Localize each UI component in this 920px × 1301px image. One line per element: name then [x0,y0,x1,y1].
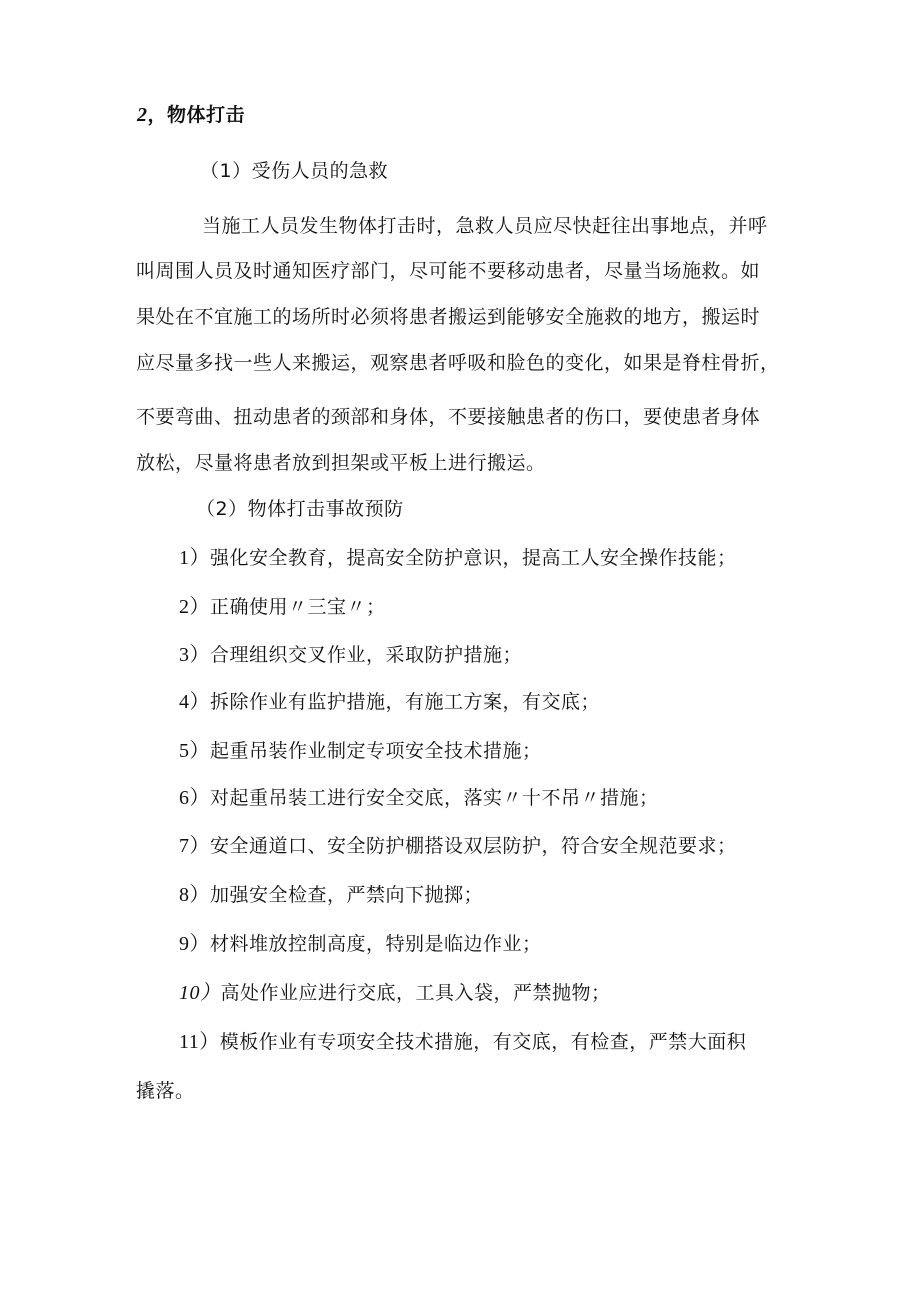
paragraph-line-1: 当施工人员发生物体打击时，急救人员应尽快赶往出事地点，并呼 [202,215,768,237]
list-item [179,643,522,667]
subheading-1-title: 受伤人员的急救 [251,160,389,182]
list-item [179,834,737,858]
list-item-number: 3） [179,644,210,666]
list-item-number: 2） [179,596,210,618]
list-item [179,883,483,907]
list-item-text: 安全通道口、安全防护棚搭设双层防护，符合安全规范要求； [210,835,737,857]
list-item-text: 强化安全教育，提高安全防护意识，提高工人安全操作技能； [210,547,737,569]
section-heading [137,103,245,127]
list-item-number: 7） [179,835,210,857]
subheading-1-label: （1） [200,160,252,182]
list-item-number: 5） [179,740,210,762]
list-item [179,690,600,714]
list-item-text: 正确使用〃三宝〃； [210,596,386,618]
subheading-2 [196,497,404,521]
section-separator: ， [147,104,168,126]
list-item-text: 材料堆放控制高度，特别是临边作业； [210,933,542,955]
list-item [179,739,542,763]
list-item [179,595,386,619]
list-item-number: 9） [179,933,210,955]
paragraph-line-5: 不要弯曲、扭动患者的颈部和身体，不要接触患者的伤口，要使患者身体 [136,406,761,428]
section-title: 物体打击 [167,104,246,126]
list-item-text: 拆除作业有监护措施，有施工方案，有交底； [210,691,601,713]
list-item-number: 6） [179,787,210,809]
list-item [179,932,542,956]
list-item-number: 10） [179,982,221,1004]
section-number: 2 [137,104,148,126]
list-item-number: 11） [179,1031,220,1053]
list-item-text: 加强安全检查，严禁向下抛掷； [210,884,484,906]
list-item-number: 8） [179,884,210,906]
list-item-text: 合理组织交叉作业，采取防护措施； [210,644,523,666]
list-item [179,1030,746,1054]
paragraph-line-3: 果处在不宜施工的场所时必须将患者搬运到能够安全施救的地方，搬运时 [136,306,761,328]
list-item [179,786,659,810]
subheading-2-title: 物体打击事故预防 [247,498,404,520]
list-item-text: 对起重吊装工进行安全交底，落实〃十不吊〃措施； [210,787,659,809]
paragraph-line-6: 放松，尽量将患者放到担架或平板上进行搬运。 [136,452,546,474]
list-item [179,981,611,1005]
list-item-text: 模板作业有专项安全技术措施，有交底，有检查，严禁大面积 [219,1031,747,1053]
list-item-text: 高处作业应进行交底，工具入袋，严禁抛物； [220,982,611,1004]
subheading-1 [200,159,388,183]
paragraph-line-4: 应尽量多找一些人来搬运，观察患者呼吸和脸色的变化，如果是脊柱骨折， [136,352,780,374]
list-item [179,546,737,570]
list-item-text: 起重吊装作业制定专项安全技术措施； [210,740,542,762]
paragraph-line-2: 叫周围人员及时通知医疗部门，尽可能不要移动患者，尽量当场施救。如 [136,260,761,282]
list-item-number: 4） [179,691,210,713]
list-item-continuation: 撬落。 [136,1080,195,1102]
list-item-number: 1） [179,547,210,569]
subheading-2-label: （2） [196,498,248,520]
